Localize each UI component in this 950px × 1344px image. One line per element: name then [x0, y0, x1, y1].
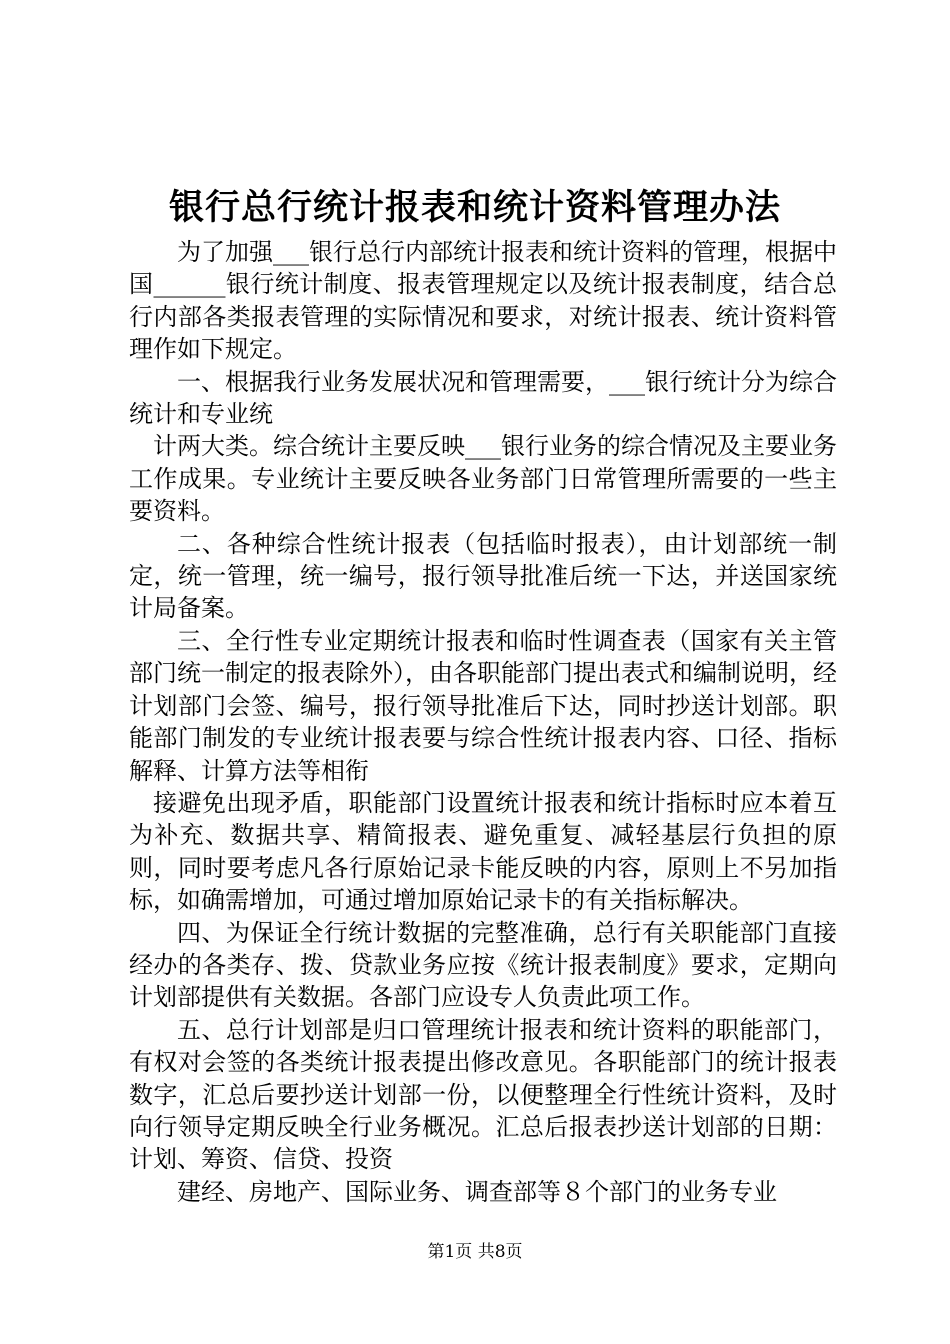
paragraph-3-continued: 接避免出现矛盾，职能部门设置统计报表和统计指标时应本着互为补充、数据共享、精简报表、避免重复、减轻基层行负担的原则，同时要考虑凡各行原始记录卡能反映的内容，原则上不另加指标，如确需增加，可通过增加原始记录卡的有关指标解决。 — [129, 788, 837, 915]
paragraph-5-continued: 建经、房地产、国际业务、调查部等８个部门的业务专业 — [177, 1177, 777, 1206]
paragraph-1: 一、根据我行业务发展状况和管理需要，___银行统计分为综合统计和专业统 — [129, 367, 837, 429]
paragraph-1-continued: 计两大类。综合统计主要反映___银行业务的综合情况及主要业务工作成果。专业统计主要反映各业务部门日常管理所需要的一些主要资料。 — [129, 432, 837, 526]
page-footer: 第1页 共8页 — [427, 1242, 523, 1262]
document-title: 银行总行统计报表和统计资料管理办法 — [168, 187, 781, 228]
paragraph-5: 五、总行计划部是归口管理统计报表和统计资料的职能部门，有权对会签的各类统计报表提出修改意见。各职能部门的统计报表数字，汇总后要抄送计划部一份，以便整理全行性统计资料，及时向行领导定期反映全行业务概况。汇总后报表抄送计划部的日期：计划、筹资、信贷、投资 — [129, 1015, 837, 1174]
paragraph-intro: 为了加强___银行总行内部统计报表和统计资料的管理，根据中国______银行统计制度、报表管理规定以及统计报表制度，结合总行内部各类报表管理的实际情况和要求，对统计报表、统计资料管理作如下规定。 — [129, 238, 837, 364]
document-body — [129, 236, 837, 1208]
paragraph-3: 三、全行性专业定期统计报表和临时性调查表（国家有关主管部门统一制定的报表除外），由各职能部门提出表式和编制说明，经计划部门会签、编号，报行领导批准后下达，同时抄送计划部。职能部门制发的专业统计报表要与综合性统计报表内容、口径、指标解释、计算方法等相衔 — [129, 626, 837, 785]
paragraph-4: 四、为保证全行统计数据的完整准确，总行有关职能部门直接经办的各类存、拨、贷款业务应按《统计报表制度》要求，定期向计划部提供有关数据。各部门应设专人负责此项工作。 — [129, 918, 837, 1012]
paragraph-2: 二、各种综合性统计报表（包括临时报表），由计划部统一制定，统一管理，统一编号，报行领导批准后统一下达，并送国家统计局备案。 — [129, 529, 837, 623]
